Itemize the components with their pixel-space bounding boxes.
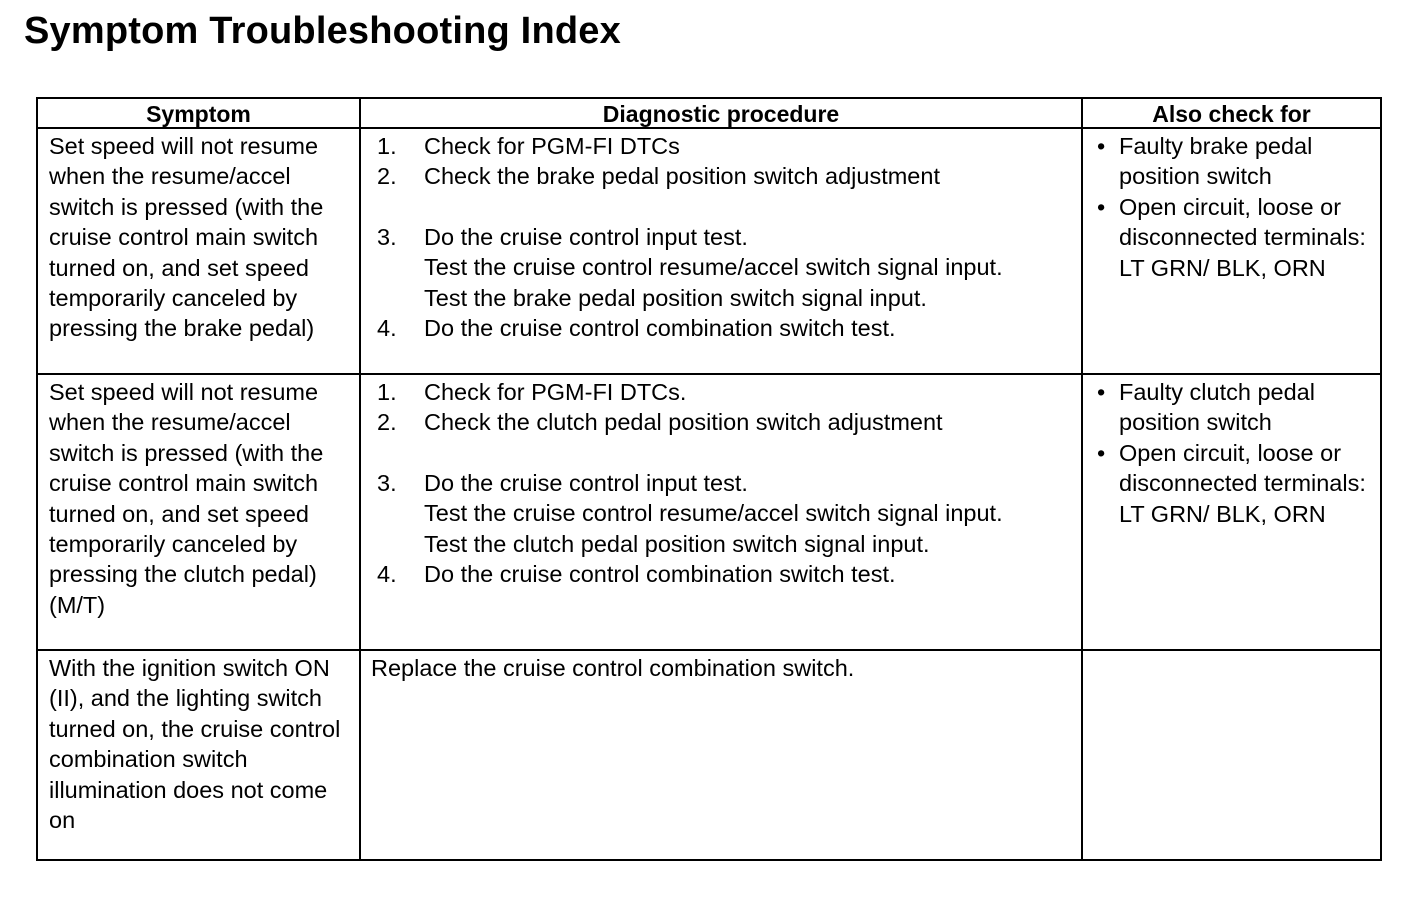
symptom-cell: Set speed will not resume when the resume/accel switch is pressed (with the cruise control main switch turned on, and set speed temporarily canceled by pressing the brake pedal) <box>37 128 360 374</box>
symptom-cell: Set speed will not resume when the resume/accel switch is pressed (with the cruise control main switch turned on, and set speed temporarily canceled by pressing the clutch pedal) (M/T) <box>37 374 360 650</box>
header-symptom: Symptom <box>37 98 360 128</box>
step-text: Check for PGM-FI DTCs. <box>424 379 687 405</box>
procedure-step <box>371 377 1075 407</box>
procedure-step <box>371 559 1075 589</box>
procedure-text: Replace the cruise control combination switch. <box>371 655 855 681</box>
step-subtext: Test the brake pedal position switch signal input. <box>424 284 927 311</box>
step-text: Check for PGM-FI DTCs <box>424 133 680 159</box>
troubleshooting-table <box>36 97 1382 861</box>
bullet-icon: • <box>1097 439 1106 466</box>
procedure-step <box>371 407 1075 437</box>
symptom-cell: With the ignition switch ON (II), and the lighting switch turned on, the cruise control combination switch illumination does not come on <box>37 650 360 860</box>
step-number: 4. <box>377 315 397 342</box>
procedure-step <box>371 131 1075 161</box>
also-check-item <box>1093 131 1374 192</box>
step-text: Do the cruise control combination switch test. <box>424 315 896 342</box>
bullet-icon: • <box>1097 193 1106 220</box>
procedure-step <box>371 161 1075 191</box>
step-number: 1. <box>377 379 397 405</box>
table-header-row <box>37 98 1381 128</box>
step-number: 3. <box>377 223 397 250</box>
bullet-icon: • <box>1097 133 1106 159</box>
table-row <box>37 374 1381 650</box>
header-also-check-for: Also check for <box>1082 98 1381 128</box>
header-diagnostic-procedure: Diagnostic procedure <box>360 98 1082 128</box>
also-check-item <box>1093 438 1374 529</box>
bullet-icon: • <box>1097 379 1106 405</box>
procedure-steps <box>371 131 1075 343</box>
also-check-cell <box>1082 374 1381 650</box>
table-row <box>37 128 1381 374</box>
procedure-step <box>371 468 1075 559</box>
procedure-cell <box>360 650 1082 860</box>
procedure-step <box>371 222 1075 313</box>
page-title: Symptom Troubleshooting Index <box>24 10 621 52</box>
also-check-text: Open circuit, loose or disconnected terminals: LT GRN/ BLK, ORN <box>1119 193 1366 281</box>
also-check-list <box>1093 377 1374 529</box>
also-check-text: Faulty clutch pedal position switch <box>1119 379 1315 436</box>
step-number: 3. <box>377 469 397 496</box>
procedure-cell <box>360 374 1082 650</box>
table-row <box>37 650 1381 860</box>
step-subtext: Test the clutch pedal position switch signal input. <box>424 530 930 557</box>
also-check-item <box>1093 377 1374 438</box>
also-check-cell <box>1082 128 1381 374</box>
step-subtext: Test the cruise control resume/accel switch signal input. <box>424 500 1003 527</box>
also-check-text: Faulty brake pedal position switch <box>1119 133 1313 190</box>
step-text: Do the cruise control input test. <box>424 469 748 496</box>
procedure-cell <box>360 128 1082 374</box>
step-text: Do the cruise control input test. <box>424 223 748 250</box>
also-check-text: Open circuit, loose or disconnected terminals: LT GRN/ BLK, ORN <box>1119 439 1366 527</box>
also-check-item <box>1093 192 1374 283</box>
procedure-step <box>371 313 1075 343</box>
step-text: Check the clutch pedal position switch adjustment <box>424 409 943 436</box>
step-number: 1. <box>377 133 397 159</box>
step-subtext: Test the cruise control resume/accel switch signal input. <box>424 254 1003 281</box>
step-text: Do the cruise control combination switch test. <box>424 561 896 588</box>
step-text: Check the brake pedal position switch adjustment <box>424 163 940 190</box>
step-number: 4. <box>377 561 397 588</box>
step-number: 2. <box>377 409 397 436</box>
step-number: 2. <box>377 163 397 190</box>
also-check-cell <box>1082 650 1381 860</box>
also-check-list <box>1093 131 1374 283</box>
procedure-steps <box>371 377 1075 589</box>
